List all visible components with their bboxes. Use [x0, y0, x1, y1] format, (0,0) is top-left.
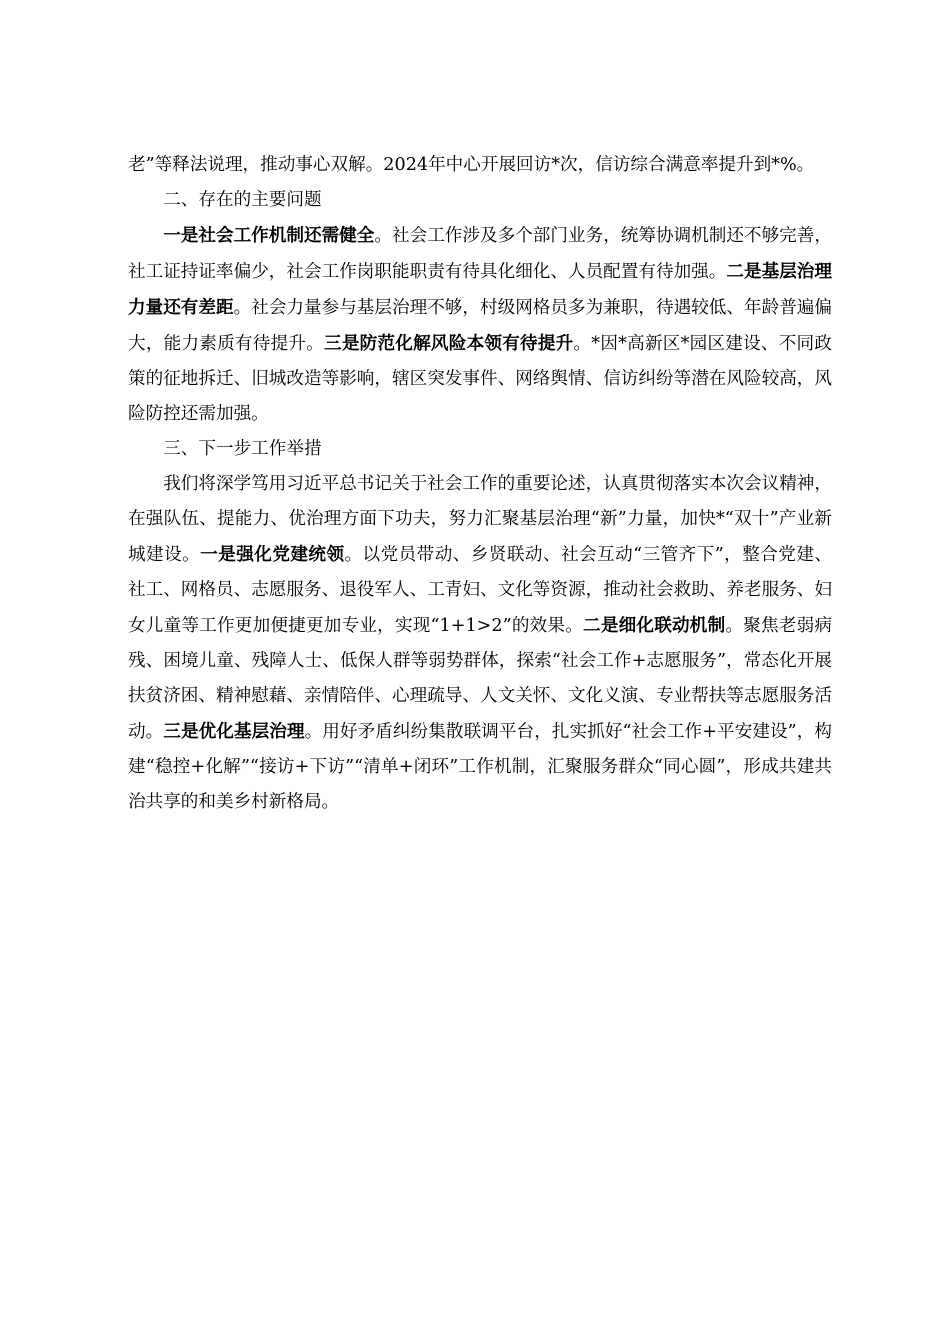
section-heading-problems: 二、存在的主要问题 [163, 190, 322, 210]
continuation-paragraph [128, 148, 832, 183]
measure-2-title: 二是细化联动机制 [583, 615, 726, 636]
next-steps-intro: 我们将深学笃用习近平总书记关于社会工作的重要论述，认真贯彻落实本次会议精神，在强队伍、提能力、优治理方面下功夫，努力汇聚基层治理“新”力量，加快*“双十”产业新城建设。 [128, 474, 832, 565]
measure-1-title: 一是强化党建统领 [200, 544, 345, 565]
measure-3-text: 。用好矛盾纠纷集散联调平台，扎实抓好“社会工作+平安建设”，构建“稳控+化解”“接访+下访”“清单+闭环”工作机制，汇聚服务群众“同心圆”，形成共建共治共享的和美乡村新格局。 [128, 722, 832, 812]
problem-1-title: 一是社会工作机制还需健全 [163, 225, 375, 246]
problem-2-text: 。社会力量参与基层治理不够，村级网格员多为兼职，待遇较低、年龄普遍偏大，能力素质有待提升。 [128, 298, 832, 354]
problem-3-text: 。*因*高新区*园区建设、不同政策的征地拆迁、旧城改造等影响，辖区突发事件、网络舆情、信访纠纷等潜在风险较高，风险防控还需加强。 [128, 334, 832, 424]
measure-1-text: 。以党员带动、乡贤联动、社会互动“三管齐下”，整合党建、社工、网格员、志愿服务、退役军人、工青妇、文化等资源，推动社会救助、养老服务、妇女儿童等工作更加便捷更加专业，实现“1+1>2”的效果。 [128, 545, 832, 636]
section-heading-next-steps: 三、下一步工作举措 [163, 439, 322, 459]
measure-3-title: 三是优化基层治理 [163, 721, 305, 742]
problem-2-title: 二是基层治理力量还有差距 [128, 261, 832, 318]
problems-paragraph [128, 218, 832, 432]
document-page [128, 148, 832, 820]
next-steps-paragraph [128, 467, 832, 820]
problem-3-title: 三是防范化解风险本领有待提升 [324, 333, 574, 354]
measure-2-text: 。聚焦老弱病残、困境儿童、残障人士、低保人群等弱势群体，探索“社会工作+志愿服务”，常态化开展扶贫济困、精神慰藉、亲情陪伴、心理疏导、人文关怀、文化义演、专业帮扶等志愿服务活动。 [128, 616, 832, 742]
continuation-text: 老”等释法说理，推动事心双解。2024年中心开展回访*次，信访综合满意率提升到*%。 [128, 155, 815, 175]
problem-1-text: 。社会工作涉及多个部门业务，统筹协调机制还不够完善，社工证持证率偏少，社会工作岗职能职责有待具化细化、人员配置有待加强。 [128, 226, 832, 282]
